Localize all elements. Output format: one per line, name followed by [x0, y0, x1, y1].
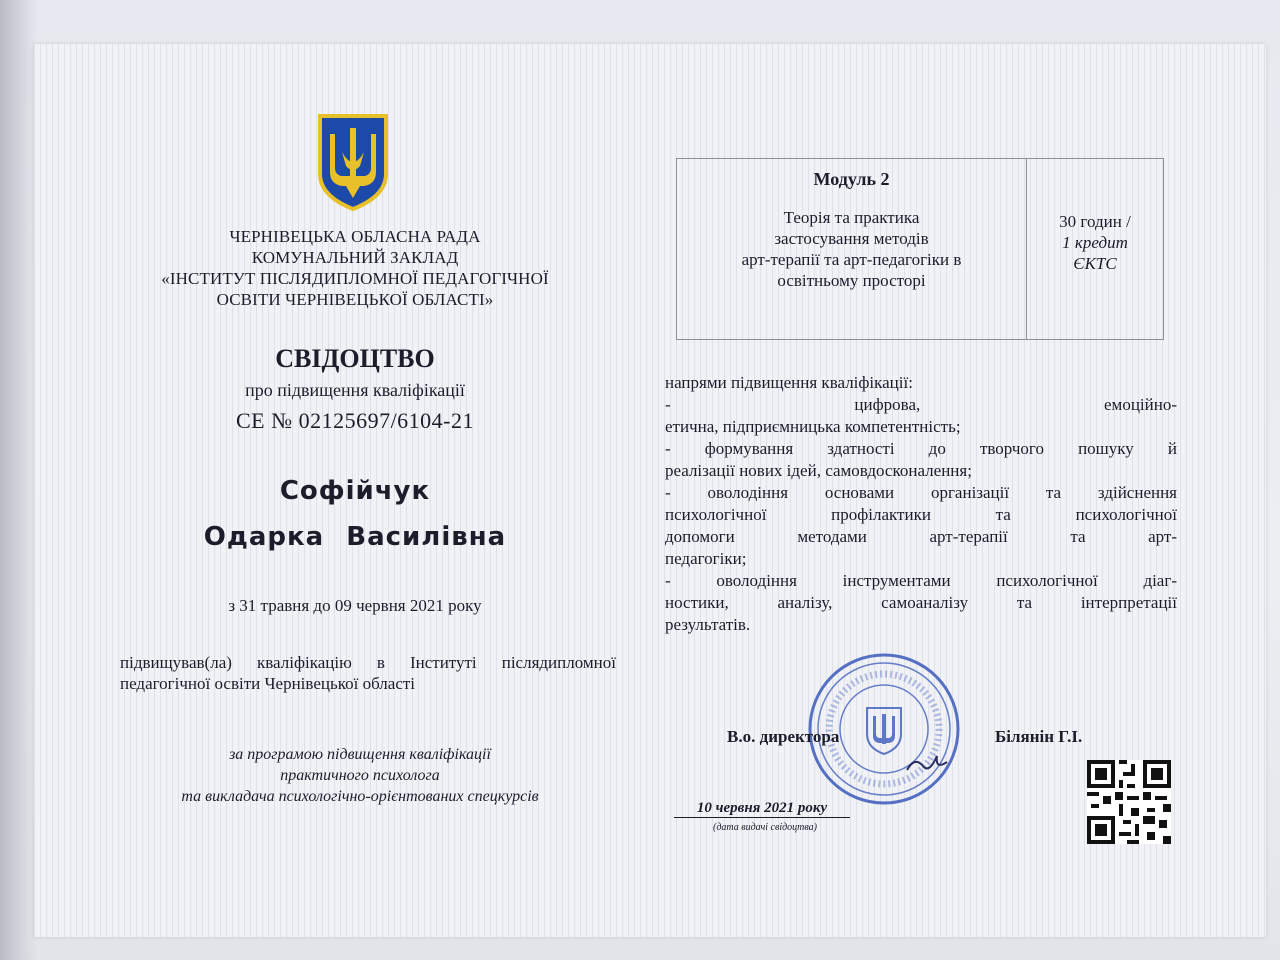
header-line: «ІНСТИТУТ ПІСЛЯДИПЛОМНОЇ ПЕДАГОГІЧНОЇ [161, 269, 549, 288]
program-line: за програмою підвищення кваліфікації [229, 746, 491, 763]
module-hours [1027, 211, 1163, 274]
direction-line: результатів. [665, 615, 751, 634]
issue-date: 10 червня 2021 року [674, 800, 850, 818]
certificate-subtitle: про підвищення кваліфікації [245, 380, 465, 400]
credit-value: 1 кредит [1062, 233, 1128, 252]
signatory-name: Білянін Г.І. [995, 727, 1083, 746]
directions-heading: напрями підвищення кваліфікації: [665, 373, 913, 392]
holder-given-names: Одарка Василівна [203, 522, 507, 552]
qr-code[interactable] [1087, 760, 1171, 844]
module-text-line: освітньому просторі [777, 271, 926, 290]
certificate-body: підвищував(ла) кваліфікацію в Інституті післядипломної педагогічної освіти Чернівецької області [120, 653, 616, 693]
ects-label: ЄКТС [1073, 254, 1117, 273]
direction-line: ностики, аналізу, самоаналізу та інтерпретації [665, 593, 1177, 612]
direction-line: - цифрова, емоційно- [665, 395, 1177, 414]
direction-line: - оволодіння інструментами психологічної діаг- [665, 571, 1177, 590]
certificate-number: СЕ № 02125697/6104-21 [235, 408, 475, 433]
issue-date-caption: (дата видачі свідоцтва) [713, 822, 817, 833]
hours-value: 30 годин / [1059, 212, 1131, 231]
direction-line: допомоги методами арт-терапії та арт- [665, 527, 1177, 546]
program-line: та викладача психологічно-орієнтованих спецкурсів [181, 788, 539, 805]
direction-line: психологічної профілактики та психологічної [665, 505, 1177, 524]
direction-line: педагогіки; [665, 549, 747, 568]
module-text-line: застосування методів [774, 229, 929, 248]
directions-list [665, 372, 1177, 636]
module-description [687, 207, 1016, 291]
program-description [90, 744, 630, 807]
direction-line: реалізації нових ідей, самовдосконалення; [665, 461, 972, 480]
direction-line: - формування здатності до творчого пошуку й [665, 439, 1177, 458]
program-line: практичного психолога [280, 767, 440, 784]
module-table [676, 158, 1164, 340]
signature-role: В.о. директора [727, 727, 840, 746]
module-text-line: арт-терапії та арт-педагогіки в [741, 250, 962, 269]
direction-line: - оволодіння основами організації та здійснення [665, 483, 1177, 502]
header-line: ОСВІТИ ЧЕРНІВЕЦЬКОЇ ОБЛАСТІ» [216, 290, 494, 309]
institution-header [110, 226, 600, 310]
certificate-title: СВІДОЦТВО [275, 344, 435, 373]
module-text-line: Теорія та практика [783, 208, 920, 227]
header-line: ЧЕРНІВЕЦЬКА ОБЛАСНА РАДА [229, 227, 481, 246]
page-edge-shadow [0, 0, 38, 960]
training-dates: з 31 травня до 09 червня 2021 року [228, 596, 482, 615]
coat-of-arms-icon [316, 112, 390, 212]
header-line: КОМУНАЛЬНИЙ ЗАКЛАД [251, 248, 459, 267]
module-title: Модуль 2 [813, 169, 890, 189]
holder-surname: Софійчук [279, 476, 431, 506]
direction-line: етична, підприємницька компетентність; [665, 417, 961, 436]
